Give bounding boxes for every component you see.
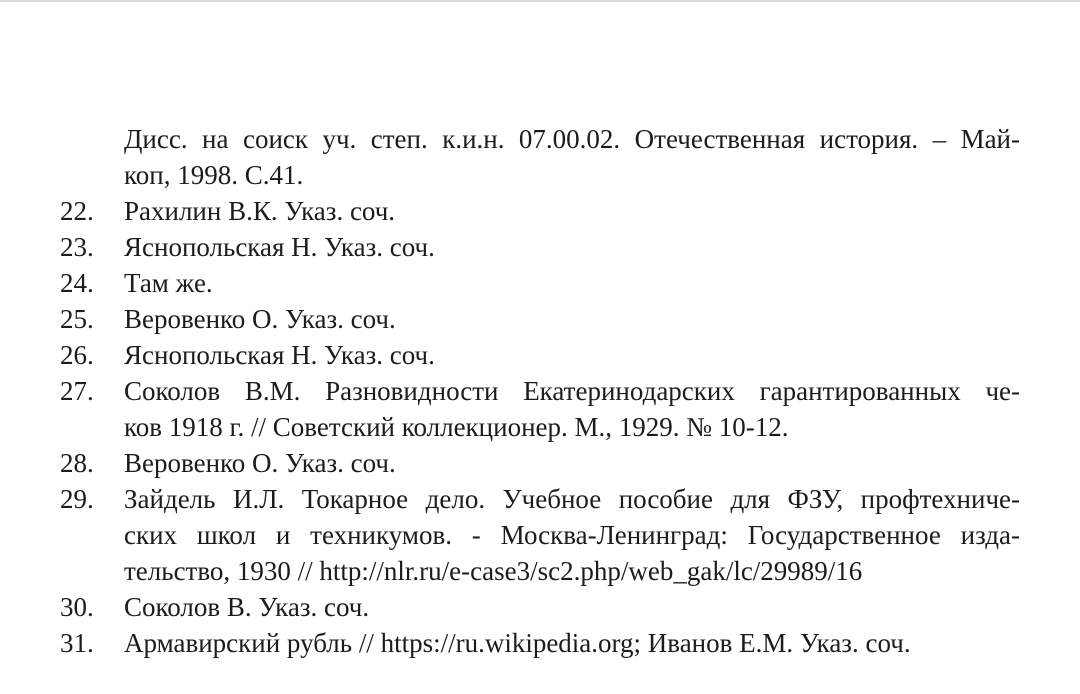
- note-number: 25.: [60, 304, 94, 334]
- note-line: Веровенко О. Указ. соч.: [124, 448, 396, 478]
- note-line: Рахилин В.К. Указ. соч.: [124, 196, 396, 226]
- note-text: [124, 337, 1020, 373]
- note-continuation: [60, 121, 1020, 193]
- note-line: Яснопольская Н. Указ. соч.: [124, 340, 435, 370]
- note-number: [60, 121, 124, 193]
- note-line: Зайдель И.Л. Токарное дело. Учебное пособие для ФЗУ, профтехниче-: [124, 484, 1020, 514]
- note-23: [60, 229, 1020, 265]
- note-24: [60, 265, 1020, 301]
- note-text: [124, 589, 1020, 625]
- note-text: [124, 265, 1020, 301]
- note-line: Армавирский рубль // https://ru.wikipedia.org; Иванов Е.М. Указ. соч.: [124, 628, 911, 658]
- note-line: Соколов В. Указ. соч.: [124, 592, 370, 622]
- note-22: [60, 193, 1020, 229]
- note-27: [60, 373, 1020, 445]
- note-line: Веровенко О. Указ. соч.: [124, 304, 396, 334]
- note-text: [124, 229, 1020, 265]
- note-text: [124, 481, 1020, 589]
- note-number: 24.: [60, 268, 94, 298]
- note-text: [124, 121, 1020, 193]
- note-line: коп, 1998. С.41.: [124, 160, 304, 190]
- note-line: ских школ и техникумов. - Москва-Ленинград: Государственное изда-: [124, 520, 1020, 550]
- note-28: [60, 445, 1020, 481]
- note-number: 27.: [60, 376, 94, 406]
- note-line: Яснопольская Н. Указ. соч.: [124, 232, 435, 262]
- note-25: [60, 301, 1020, 337]
- note-text: [124, 445, 1020, 481]
- note-text: [124, 373, 1020, 445]
- note-line: Соколов В.М. Разновидности Екатеринодарских гарантированных че-: [124, 376, 1020, 406]
- note-line: Там же.: [124, 268, 213, 298]
- page-top-edge: [0, 0, 1080, 2]
- note-30: [60, 589, 1020, 625]
- note-26: [60, 337, 1020, 373]
- note-line: ков 1918 г. // Советский коллекционер. М., 1929. № 10-12.: [124, 412, 789, 442]
- note-line: Дисс. на соиск уч. степ. к.и.н. 07.00.02. Отечественная история. – Май-: [124, 124, 1020, 154]
- note-text: [124, 625, 1020, 661]
- note-29: [60, 481, 1020, 589]
- note-number: 26.: [60, 340, 94, 370]
- note-number: 31.: [60, 628, 94, 658]
- note-number: 30.: [60, 592, 94, 622]
- note-number: 28.: [60, 448, 94, 478]
- note-number: 29.: [60, 484, 94, 514]
- note-31: [60, 625, 1020, 661]
- note-text: [124, 301, 1020, 337]
- note-number: 23.: [60, 232, 94, 262]
- note-number: 22.: [60, 196, 94, 226]
- endnotes-list: [60, 121, 1020, 661]
- note-text: [124, 193, 1020, 229]
- note-line: тельство, 1930 // http://nlr.ru/e-case3/sc2.php/web_gak/lc/29989/16: [124, 556, 863, 586]
